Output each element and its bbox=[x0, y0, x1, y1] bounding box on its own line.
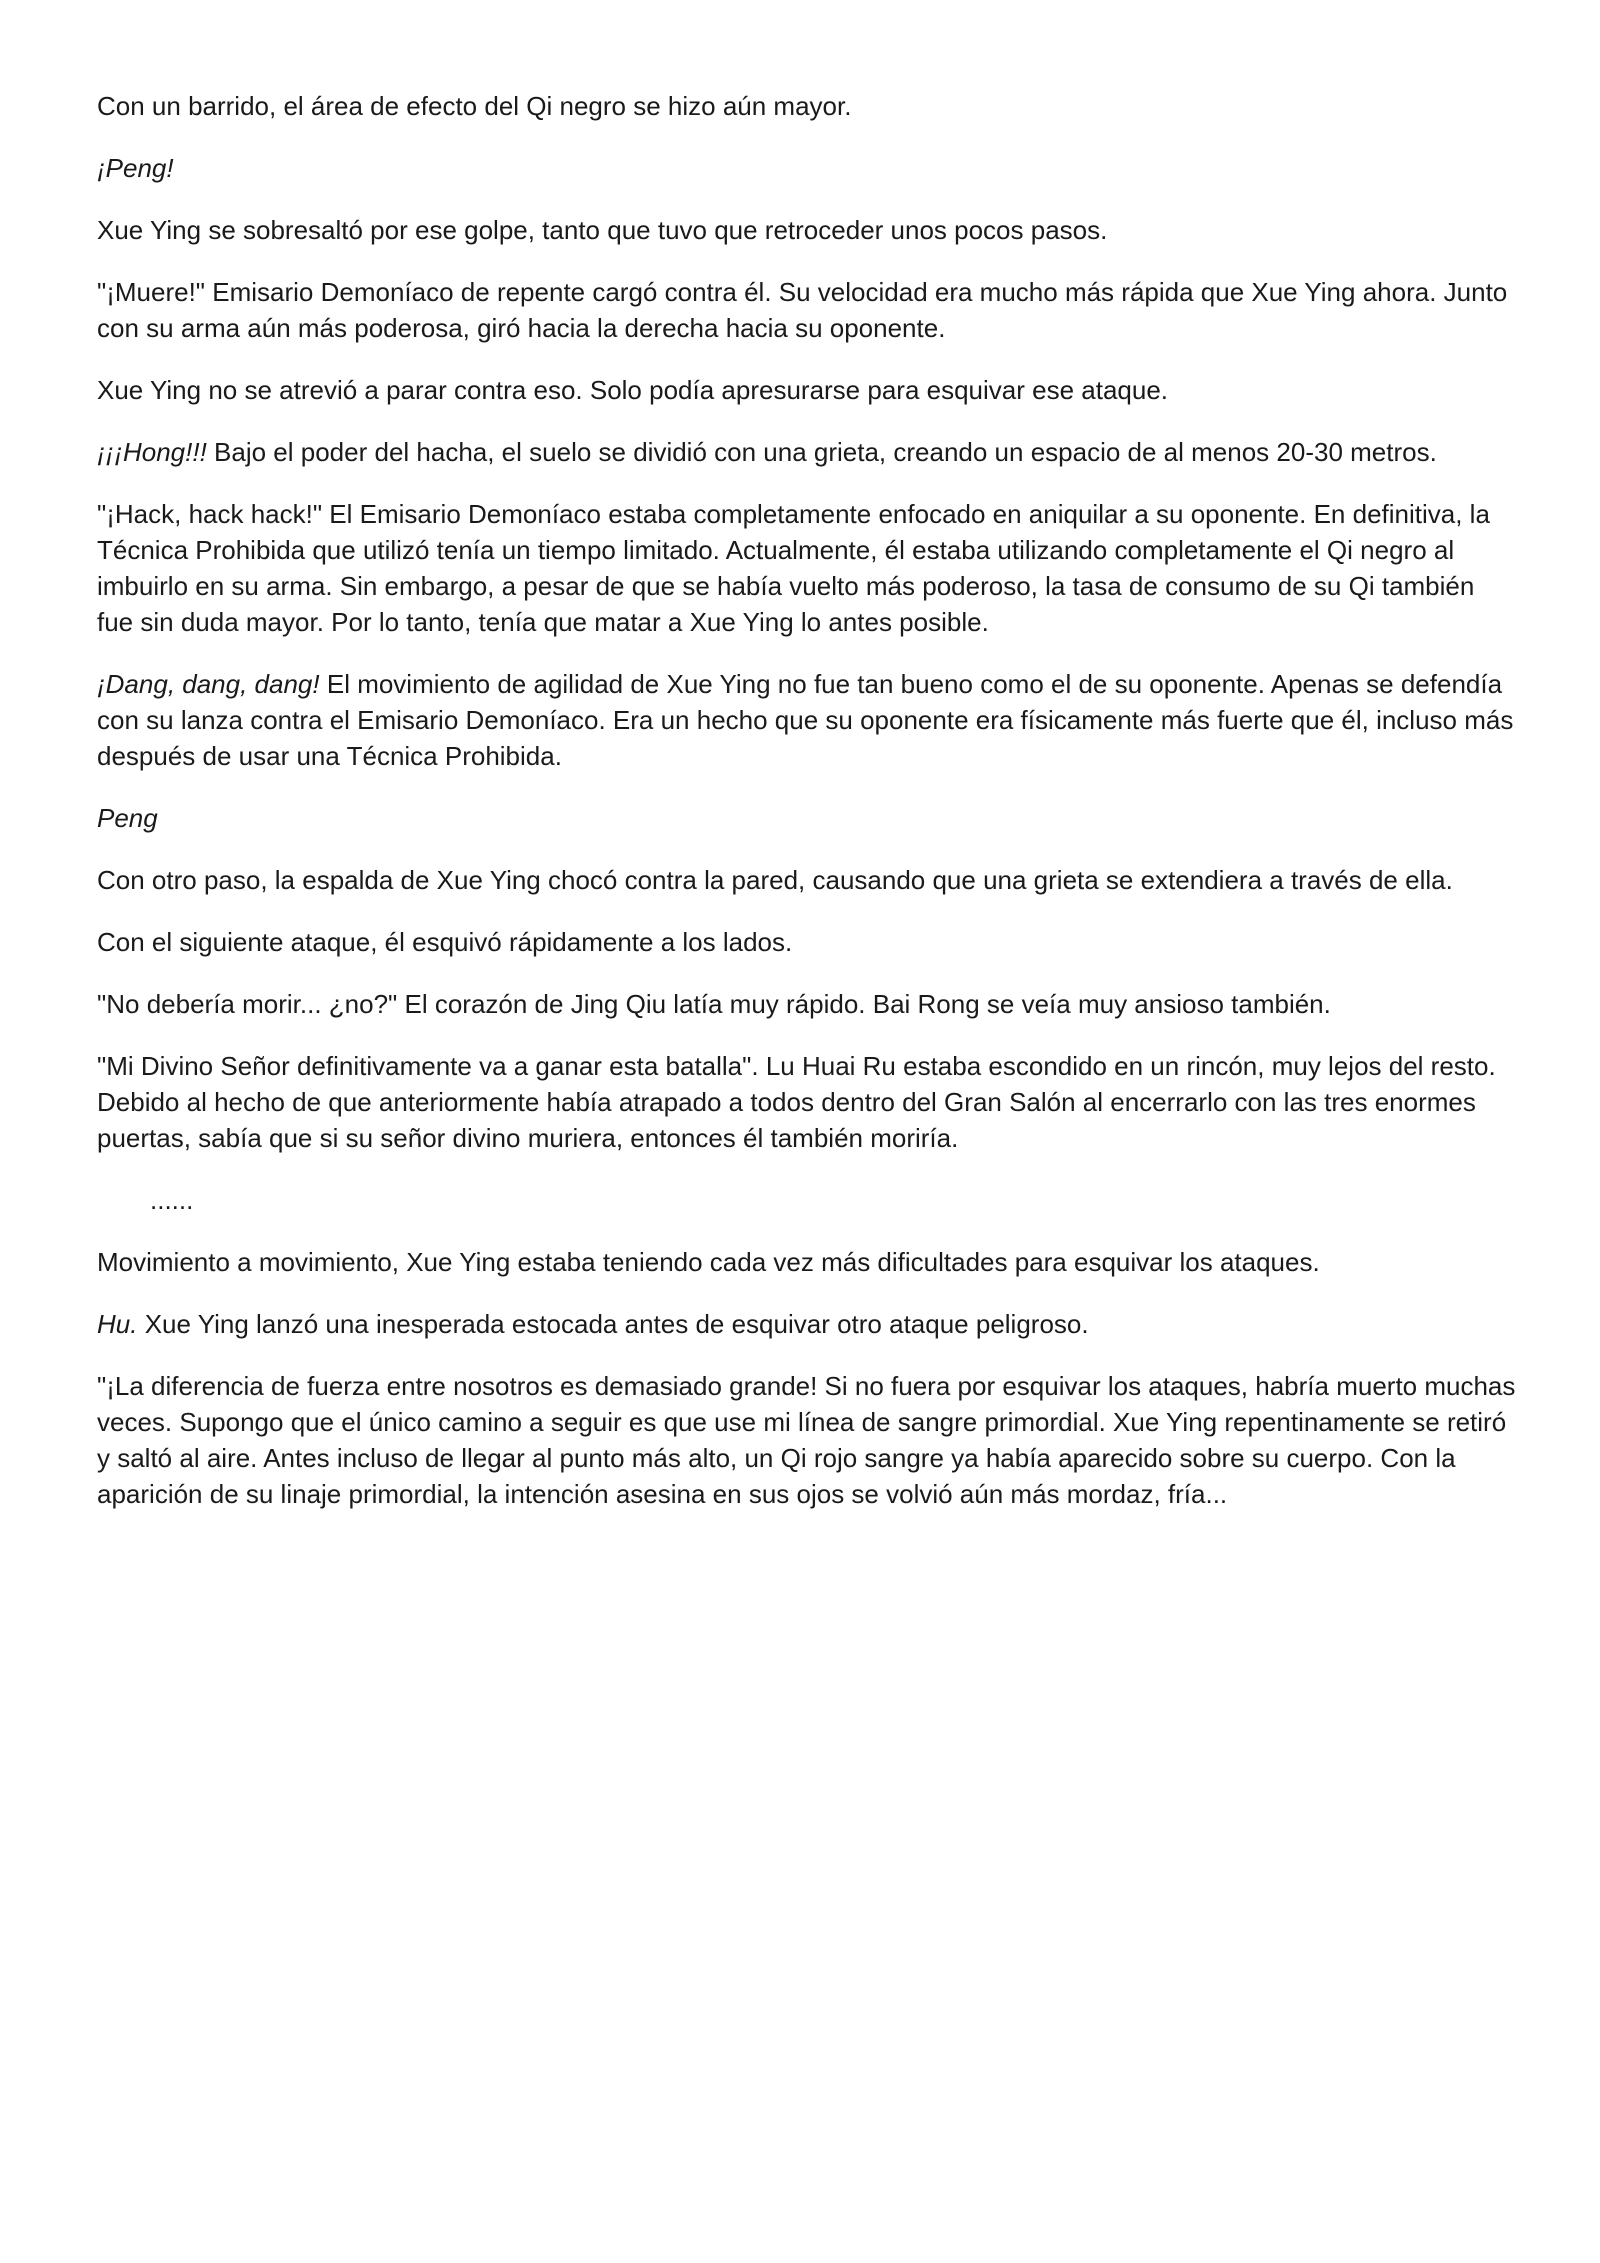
paragraph-8: ¡Dang, dang, dang! El movimiento de agilidad de Xue Ying no fue tan bueno como el de su oponente. Apenas se defendía con su lanza contra el Emisario Demoníaco. Era un hecho que su oponente era físicamente más fuerte que él, incluso más después de usar una Técnica Prohibida. bbox=[97, 669, 1514, 771]
paragraph-12: "No debería morir... ¿no?" El corazón de Jing Qiu latía muy rápido. Bai Rong se veía muy ansioso también. bbox=[97, 989, 1331, 1019]
paragraph-6: ¡¡¡Hong!!! Bajo el poder del hacha, el suelo se dividió con una grieta, creando un espacio de al menos 20-30 metros. bbox=[97, 437, 1437, 467]
paragraph-9: Peng bbox=[97, 803, 158, 833]
paragraph-3: Xue Ying se sobresaltó por ese golpe, tanto que tuvo que retroceder unos pocos pasos. bbox=[97, 215, 1108, 245]
paragraph-15: Movimiento a movimiento, Xue Ying estaba teniendo cada vez más dificultades para esquivar los ataques. bbox=[97, 1247, 1320, 1277]
paragraph-5: Xue Ying no se atrevió a parar contra eso. Solo podía apresurarse para esquivar ese ataque. bbox=[97, 375, 1169, 405]
paragraph-1: Con un barrido, el área de efecto del Qi negro se hizo aún mayor. bbox=[97, 91, 852, 121]
paragraph-10: Con otro paso, la espalda de Xue Ying chocó contra la pared, causando que una grieta se extendiera a través de ella. bbox=[97, 865, 1453, 895]
paragraph-separator: ...... bbox=[150, 1185, 194, 1215]
paragraph-2: ¡Peng! bbox=[97, 153, 174, 183]
paragraph-13: "Mi Divino Señor definitivamente va a ganar esta batalla". Lu Huai Ru estaba escondido en un rincón, muy lejos del resto. Debido al hecho de que anteriormente había atrapado a todos dentro del Gran Salón al encerrarlo con las tres enormes puertas, sabía que si su señor divino muriera, entonces él también moriría. bbox=[97, 1051, 1496, 1153]
paragraph-17: "¡La diferencia de fuerza entre nosotros es demasiado grande! Si no fuera por esquivar los ataques, habría muerto muchas veces. Supongo que el único camino a seguir es que use mi línea de sangre primordial. Xue Ying repentinamente se retiró y saltó al aire. Antes incluso de llegar al punto más alto, un Qi rojo sangre ya había aparecido sobre su cuerpo. Con la aparición de su linaje primordial, la intención asesina en sus ojos se volvió aún más mordaz, fría... bbox=[97, 1371, 1516, 1509]
paragraph-4: "¡Muere!" Emisario Demoníaco de repente cargó contra él. Su velocidad era mucho más rápida que Xue Ying ahora. Junto con su arma aún más poderosa, giró hacia la derecha hacia su oponente. bbox=[97, 277, 1508, 343]
paragraph-7: "¡Hack, hack hack!" El Emisario Demoníaco estaba completamente enfocado en aniquilar a su oponente. En definitiva, la Técnica Prohibida que utilizó tenía un tiempo limitado. Actualmente, él estaba utilizando completamente el Qi negro al imbuirlo en su arma. Sin embargo, a pesar de que se había vuelto más poderoso, la tasa de consumo de su Qi también fue sin duda mayor. Por lo tanto, tenía que matar a Xue Ying lo antes posible. bbox=[97, 499, 1490, 637]
paragraph-16: Hu. Xue Ying lanzó una inesperada estocada antes de esquivar otro ataque peligroso. bbox=[97, 1309, 1089, 1339]
paragraph-11: Con el siguiente ataque, él esquivó rápidamente a los lados. bbox=[97, 927, 793, 957]
document-page bbox=[97, 88, 1517, 1538]
